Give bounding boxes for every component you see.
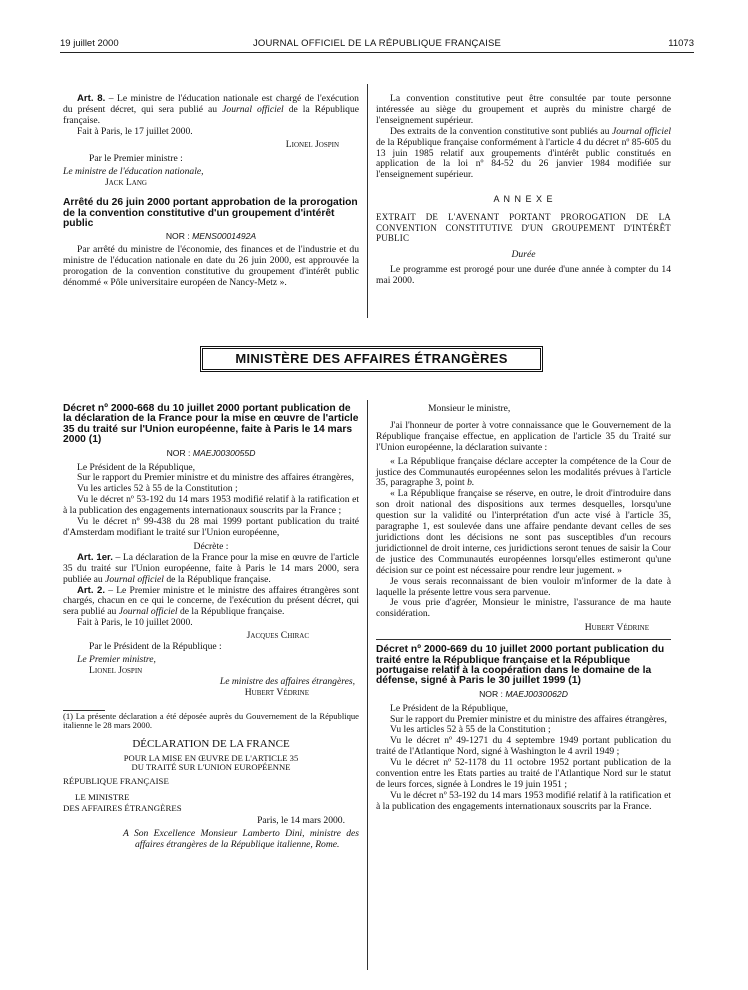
- arrete-text: Par arrêté du ministre de l'économie, des finances et de l'industrie et du ministre de l'éducation nationale en date du 26 juin 2000, est approuvée la prorogation de la convention constitutive du groupement d'intérêt public dénommé « Pôle universitaire européen de Nancy-Metz ».: [63, 244, 359, 289]
- vu-decret-49-1271: Vu le décret nº 49-1271 du 4 septembre 1949 portant publication du traité de l'Atlantique Nord, signé à Washington le 4 avril 1949 ;: [376, 735, 671, 758]
- duree-paragraph: Le programme est prorogé pour une durée d'une année à compter du 14 mai 2000.: [376, 264, 671, 287]
- salutation: Monsieur le ministre,: [428, 403, 511, 414]
- fait-a-paris: Fait à Paris, le 17 juillet 2000.: [77, 125, 193, 137]
- fait-a-paris-10-juillet: Fait à Paris, le 10 juillet 2000.: [77, 617, 193, 629]
- quote-competence: « La République française déclare accepter la compétence de la Cour de justice des Communautés européennes selon les modalités prévues à l'article 35, paragraphe 3, point b.: [376, 455, 671, 489]
- decret-668-nor: NOR : MAEJ0030055D: [166, 447, 256, 458]
- header-date: 19 juillet 2000: [60, 38, 119, 49]
- bottom-column-divider: [367, 400, 368, 970]
- duree-heading: Durée: [511, 249, 536, 261]
- des-affaires-etrangeres: DES AFFAIRES ÉTRANGÈRES: [63, 803, 182, 814]
- paris-14-mars: Paris, le 14 mars 2000.: [257, 814, 345, 826]
- par-le-president: Par le Président de la République :: [89, 641, 222, 653]
- vu-decret-99-438: Vu le décret nº 99-438 du 28 mai 1999 portant publication du traité d'Amsterdam modifiant le traité sur l'Union européenne,: [63, 516, 359, 538]
- sur-le-rapport-2: Sur le rapport du Premier ministre et du ministre des affaires étrangères,: [390, 713, 667, 725]
- decrete: Décrète :: [193, 540, 229, 552]
- declaration-subtitle-1: POUR LA MISE EN ŒUVRE DE L'ARTICLE 35: [123, 752, 299, 763]
- bottom-left-column: [63, 404, 359, 851]
- article-8: Art. 8. – Le ministre de l'éducation nationale est chargé de l'exécution du présent décret, qui sera publié au Journal officiel de la République française.: [63, 93, 359, 126]
- minister-name: Jack Lang: [105, 177, 147, 189]
- bottom-right-column: [376, 404, 671, 813]
- header-publication: JOURNAL OFFICIEL DE LA RÉPUBLIQUE FRANÇAISE: [252, 38, 502, 49]
- vu-decret-52-1178: Vu le décret nº 52-1178 du 11 octobre 1952 portant publication de la convention entre les Etats parties au traité de l'Atlantique Nord sur le statut de leurs forces, signée à Londres le 19 juin 1951 ;: [376, 757, 671, 790]
- sur-le-rapport: Sur le rapport du Premier ministre et du ministre des affaires étrangères,: [77, 472, 354, 484]
- republique-francaise: RÉPUBLIQUE FRANÇAISE: [63, 776, 169, 787]
- page-header: [60, 38, 694, 53]
- par-premier-ministre: Par le Premier ministre :: [89, 152, 183, 164]
- header-page-number: 11073: [668, 38, 694, 49]
- quote-reserve: « La République française se réserve, en outre, le droit d'introduire dans son droit national des dispositions aux termes desquelles, lorsqu'une question sur la validité ou l'interprétation d'un acte visé à l'article 35, paragraphe 1, est soulevée dans une affaire pendante devant celles de ses juridictions dont les décisions ne sont pas susceptibles d'un recours juridictionnel de droit interne, ces juridictions seront tenues de saisir la Cour de justice des Communautés européennes lorsqu'elles estimeront qu'une décision sur ce point est nécessaire pour rendre leur jugement. »: [376, 488, 671, 576]
- article-2: Art. 2. – Le Premier ministre et le ministre des affaires étrangères sont chargés, chacun en ce qui le concerne, de l'exécution du présent décret, qui sera publié au Journal officiel de la République française.: [63, 584, 359, 618]
- footnote: (1) La présente déclaration a été déposée auprès du Gouvernement de la République italienne le 28 mars 2000.: [63, 710, 359, 731]
- extrait-heading: EXTRAIT DE L'AVENANT PORTANT PROROGATION DE LA CONVENTION CONSTITUTIVE D'UN GROUPEMENT D'INTÉRÊT PUBLIC: [376, 212, 671, 243]
- premier-ministre-name: Lionel Jospin: [89, 664, 143, 676]
- mae-title: Le ministre des affaires étrangères,: [219, 675, 355, 687]
- signature-vedrine: Hubert Védrine: [584, 622, 649, 634]
- le-ministre: LE MINISTRE: [75, 792, 130, 803]
- top-column-divider: [367, 84, 368, 318]
- president-2: Le Président de la République,: [390, 702, 509, 714]
- letter-request: Je vous serais reconnaissant de bien vouloir m'informer de la date à laquelle la présente lettre vous sera parvenue.: [376, 575, 671, 598]
- annexe-heading: A N N E X E: [493, 194, 554, 205]
- signature-jospin: Lionel Jospin: [285, 138, 339, 150]
- declaration-title: DÉCLARATION DE LA FRANCE: [132, 737, 290, 750]
- vu-decret-53-192: Vu le décret nº 53-192 du 14 mars 1953 modifié relatif à la ratification et à la publication des engagements internationaux souscrits par la France ;: [63, 494, 359, 517]
- top-right-column: [376, 94, 671, 287]
- ministry-banner: MINISTÈRE DES AFFAIRES ÉTRANGÈRES: [200, 346, 543, 372]
- vu-constitution: Vu les articles 52 à 55 de la Constitution ;: [77, 483, 238, 495]
- convention-paragraph: La convention constitutive peut être consultée par toute personne intéressée au siège du groupement et auprès du ministre chargé de l'enseignement supérieur.: [376, 93, 671, 126]
- premier-ministre-title: Le Premier ministre,: [77, 653, 156, 665]
- top-left-column: [63, 94, 359, 289]
- letter-intro: J'ai l'honneur de porter à votre connaissance que le Gouvernement de la République française effectue, en application de l'article 35 du Traité sur l'Union européenne, la déclaration suivante :: [376, 419, 671, 453]
- letter-closing: Je vous prie d'agréer, Monsieur le ministre, l'assurance de ma haute considération.: [376, 597, 671, 620]
- mae-name: Hubert Védrine: [244, 686, 309, 698]
- decret-668-title: Décret nº 2000-668 du 10 juillet 2000 portant publication de la déclaration de la France pour la mise en œuvre de l'article 35 du traité sur l'Union européenne, faite à Paris le 14 mars 2000 (1): [63, 403, 359, 446]
- arrete-nor: NOR : MENS0001492A: [165, 231, 257, 242]
- declaration-subtitle-2: DU TRAITÉ SUR L'UNION EUROPÉENNE: [131, 762, 291, 773]
- decret-669-title: Décret nº 2000-669 du 10 juillet 2000 portant publication du traité entre la République française et la République portugaise relatif à la coopération dans le domaine de la défense, signé à Paris le 30 juillet 1999 (1): [376, 644, 665, 687]
- article-1: Art. 1er. – La déclaration de la France pour la mise en œuvre de l'article 35 du traité sur l'Union européenne, faite à Paris le 14 mars 2000, sera publiée au Journal officiel de la République française.: [63, 551, 359, 585]
- vu-decret-53-192-2: Vu le décret nº 53-192 du 14 mars 1953 modifié relatif à la ratification et à la publication des engagements internationaux souscrits par la France.: [376, 789, 671, 812]
- address: A Son Excellence Monsieur Lamberto Dini, ministre des affaires étrangères de la République italienne, Rome.: [123, 827, 359, 850]
- decret-669-nor: NOR : MAEJ0030062D: [479, 688, 568, 699]
- extraits-paragraph: Des extraits de la convention constitutive sont publiés au Journal officiel de la République française conformément à l'article 4 du décret nº 85-605 du 13 juin 1985 relatif aux groupements d'intérêt public constitués en application de la loi nº 84-52 du 26 janvier 1984 modifiée sur l'enseignement supérieur.: [376, 125, 671, 181]
- signature-chirac: Jacques Chirac: [246, 630, 309, 642]
- section-rule: [376, 639, 671, 640]
- vu-constitution-2: Vu les articles 52 à 55 de la Constitution ;: [390, 724, 551, 736]
- arrete-title: Arrêté du 26 juin 2000 portant approbation de la prorogation de la convention constitutive d'un groupement d'intérêt public: [63, 197, 358, 230]
- minister-title: Le ministre de l'éducation nationale,: [63, 166, 204, 178]
- president: Le Président de la République,: [77, 461, 196, 473]
